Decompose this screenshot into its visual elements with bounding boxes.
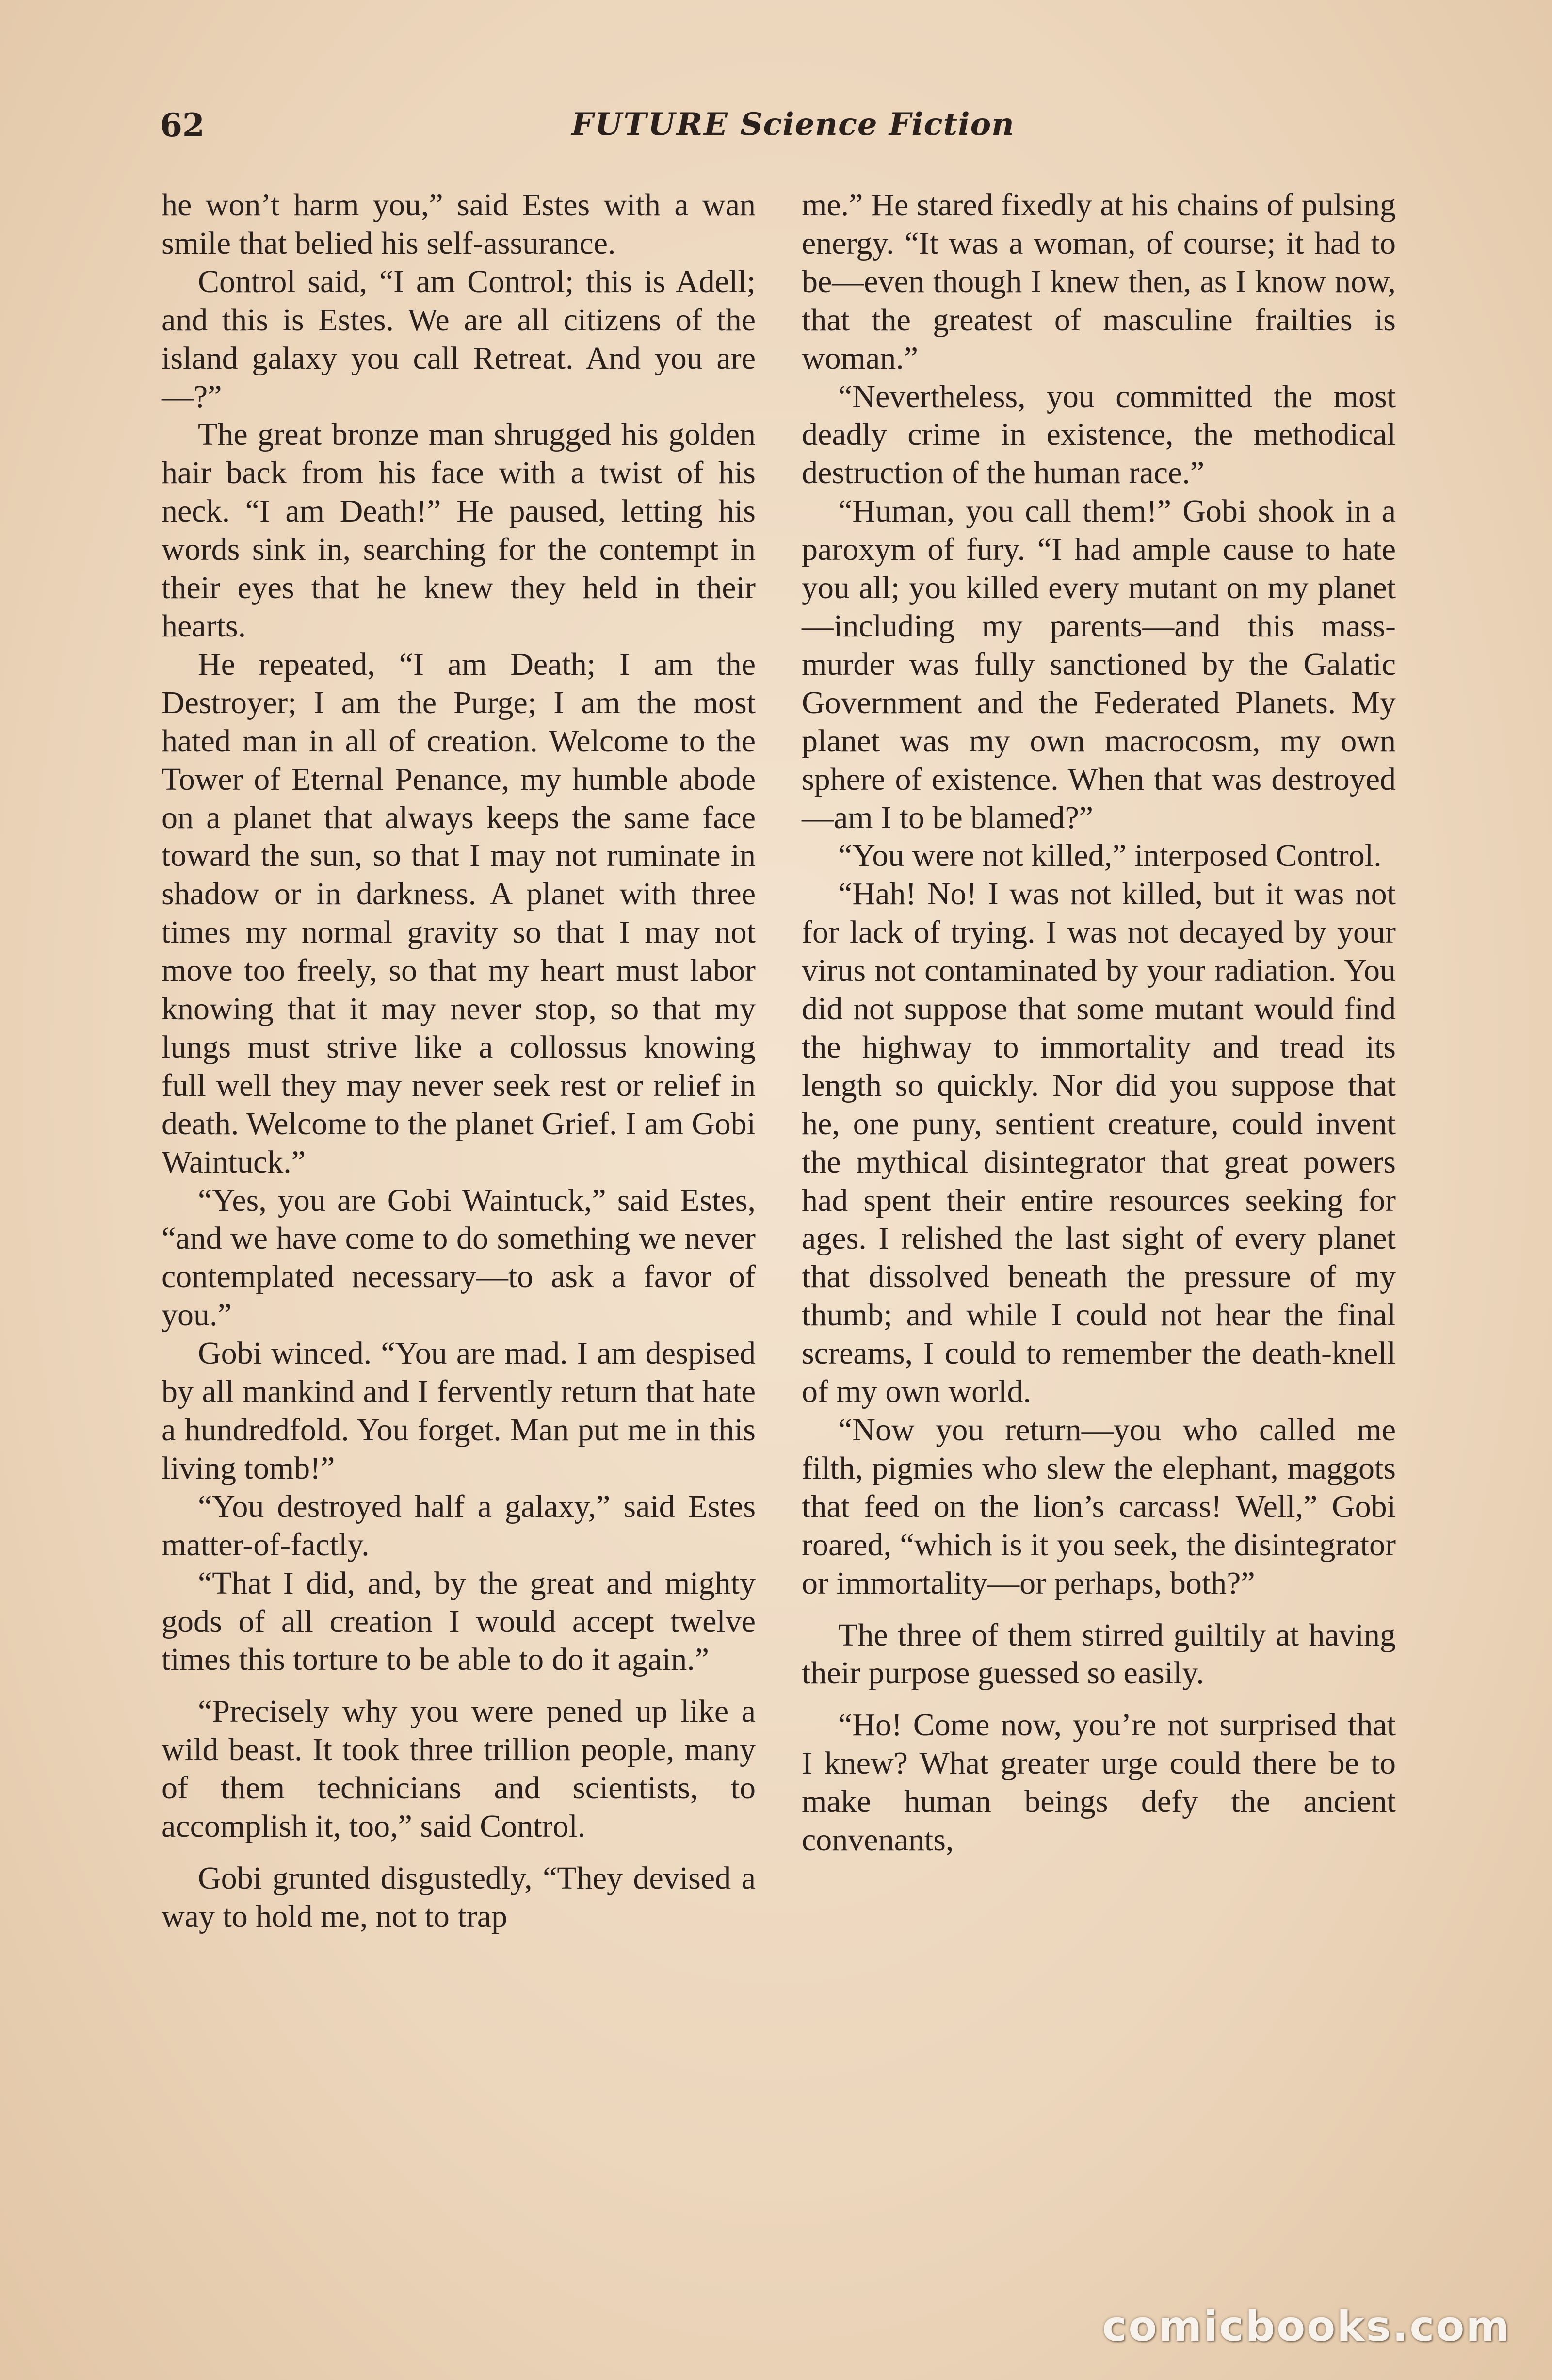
paragraph: “Now you return—you who called me filth, pigmies who slew the elephant, maggots that feed on the lion’s carcass! Well,” Gobi roared, “which is it you seek, the disintegrator or immortality—or perhaps, both?” <box>802 1412 1396 1601</box>
paragraph: “You were not killed,” interposed Control. <box>838 838 1382 874</box>
right-column <box>802 186 1396 1859</box>
left-column <box>162 186 756 1936</box>
paragraph: “Hah! No! I was not killed, but it was not for lack of trying. I was not decayed by your virus not contaminated by your radiation. You did not suppose that some mutant would find the highway to immortality and tread its length so quickly. Nor did you suppose that he, one puny, sentient creature, could invent the mythical disintegrator that great powers had spent their entire resources seeking for ages. I relished the last sight of every planet that dissolved beneath the pressure of my thumb; and while I could not hear the final screams, I could to remember the death-knell of my own world. <box>802 876 1396 1410</box>
watermark: comicbooks.com <box>1102 2302 1511 2351</box>
paragraph: “Precisely why you were pened up like a wild beast. It took three trillion people, many of them technicians and scientists, to accomplish it, too,” said Control. <box>162 1694 756 1844</box>
paragraph: he won’t harm you,” said Estes with a wan smile that belied his self-assurance. <box>162 187 756 261</box>
running-head <box>0 106 1552 144</box>
paragraph: “Yes, you are Gobi Waintuck,” said Estes, “and we have come to do something we never contemplated necessary—to ask a favor of you.” <box>162 1182 756 1333</box>
paragraph: The great bronze man shrugged his golden hair back from his face with a twist of his neck. “I am Death!” He paused, letting his words sink in, searching for the contempt in their eyes that he knew they held in their hearts. <box>162 417 756 644</box>
paragraph: “Nevertheless, you committed the most deadly crime in existence, the methodical destruction of the human race.” <box>802 378 1396 491</box>
paragraph: Gobi grunted disgustedly, “They devised a way to hold me, not to trap <box>162 1860 756 1934</box>
page-number: 62 <box>160 106 205 144</box>
paragraph: Control said, “I am Control; this is Adell; and this is Estes. We are all citizens of the island galaxy you call Retreat. And you are—?” <box>162 263 756 414</box>
paragraph: He repeated, “I am Death; I am the Destroyer; I am the Purge; I am the most hated man in all of creation. Welcome to the Tower of Eternal Penance, my humble abode on a planet that always keeps the same face toward the sun, so that I may not ruminate in shadow or in darkness. A planet with three times my normal gravity so that I may not move too freely, so that my heart must labor knowing that it may never stop, so that my lungs must strive like a collossus knowing full well they may never seek rest or relief in death. Welcome to the planet Grief. I am Gobi Waintuck.” <box>162 646 756 1180</box>
paragraph: me.” He stared fixedly at his chains of pulsing energy. “It was a woman, of course; it had to be—even though I knew then, as I know now, that the greatest of masculine frailties is woman.” <box>802 187 1396 376</box>
magazine-subtitle: Science Fiction <box>740 106 1015 143</box>
paragraph: “Human, you call them!” Gobi shook in a paroxym of fury. “I had ample cause to hate you all; you killed every mutant on my planet—including my parents—and this mass-murder was fully sanctioned by the Galatic Government and the Federated Planets. My planet was my own macrocosm, my own sphere of existence. When that was destroyed—am I to be blamed?” <box>802 493 1396 835</box>
paragraph: “Ho! Come now, you’re not surprised that I knew? What greater urge could there be to make human beings defy the ancient convenants, <box>802 1707 1396 1858</box>
magazine-title: FUTURE <box>571 106 729 143</box>
paragraph: The three of them stirred guiltily at having their purpose guessed so easily. <box>802 1617 1396 1691</box>
paragraph: “You destroyed half a galaxy,” said Estes matter-of-factly. <box>162 1488 756 1563</box>
paragraph: “That I did, and, by the great and mighty gods of all creation I would accept twelve times this torture to be able to do it again.” <box>162 1565 756 1678</box>
paragraph: Gobi winced. “You are mad. I am despised by all mankind and I fervently return that hate a hundredfold. You forget. Man put me in this living tomb!” <box>162 1336 756 1486</box>
